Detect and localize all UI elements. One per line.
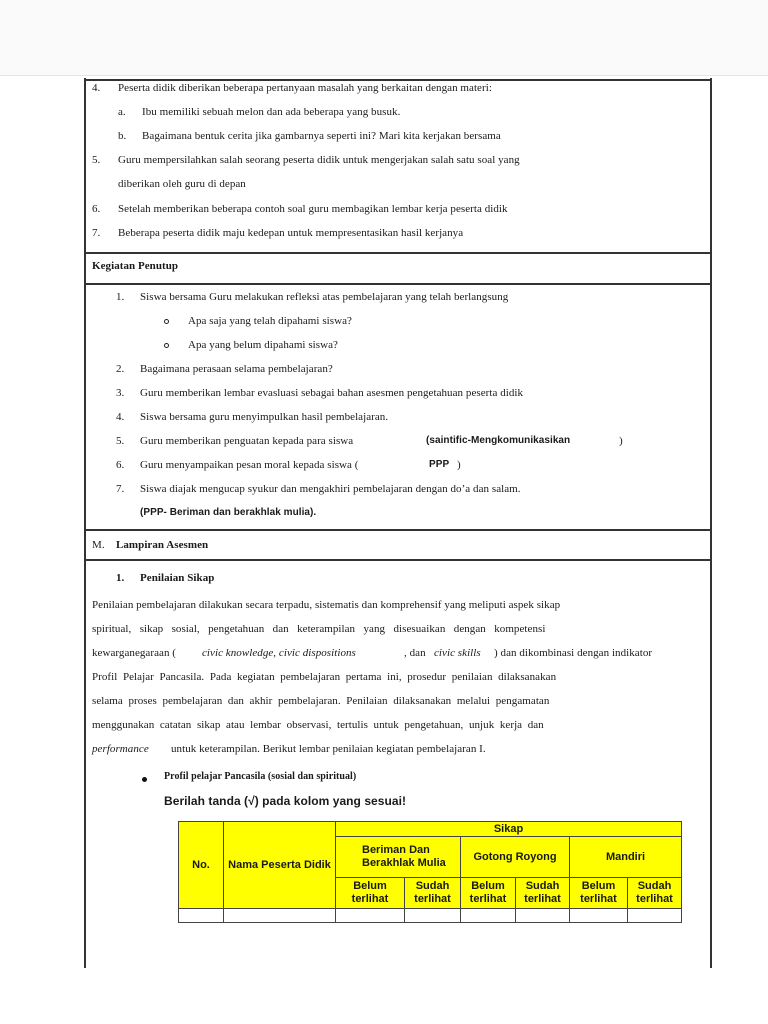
list-number: 4. [92, 82, 101, 94]
list-item: Bagaimana bentuk cerita jika gambarnya seperti ini? Mari kita kerjakan bersama [142, 130, 501, 142]
section-heading: Kegiatan Penutup [92, 260, 179, 272]
list-item: Beberapa peserta didik maju kedepan untuk mempresentasikan hasil kerjanya [118, 227, 464, 239]
paragraph-italic: performance [92, 743, 149, 755]
header-nama: Nama Peserta Didik [224, 822, 336, 909]
header-group-beriman: Beriman Dan Berakhlak Mulia [336, 837, 461, 878]
circle-bullet-icon [164, 343, 169, 348]
list-number: 7. [116, 483, 125, 495]
header-group-mandiri: Mandiri [570, 837, 682, 878]
list-item: Guru memberikan penguatan kepada para siswa [140, 435, 354, 447]
section-heading: Lampiran Asesmen [116, 539, 209, 551]
list-number: 6. [116, 459, 125, 471]
bullet-icon [142, 777, 147, 782]
circle-bullet-icon [164, 319, 169, 324]
list-letter: a. [118, 106, 126, 118]
header-sudah: Sudah terlihat [516, 878, 570, 909]
table-cell[interactable] [570, 909, 628, 923]
header-belum: Belum terlihat [336, 878, 405, 909]
list-number: 5. [116, 435, 125, 447]
page-border-left [84, 78, 86, 968]
list-item: Guru menyampaikan pesan moral kepada siswa ( [140, 459, 359, 471]
list-number: 4. [116, 411, 125, 423]
bullet-title: Profil pelajar Pancasila (sosial dan spiritual) [164, 771, 357, 782]
paragraph-line: menggunakan catatan sikap atau lembar observasi, tertulis untuk pengetahuan, unjuk kerja dan [92, 719, 544, 731]
assessment-table [178, 821, 682, 923]
list-item: Bagaimana perasaan selama pembelajaran? [140, 363, 333, 375]
section-letter: M. [92, 539, 105, 551]
list-item: Guru mempersilahkan salah seorang peserta didik untuk mengerjakan salah satu soal yang [118, 154, 520, 166]
paragraph-line: , dan [404, 647, 426, 659]
list-item: Siswa bersama guru menyimpulkan hasil pembelajaran. [140, 411, 389, 423]
header-sudah: Sudah terlihat [628, 878, 682, 909]
table-cell[interactable] [179, 909, 224, 923]
list-item: Peserta didik diberikan beberapa pertanyaan masalah yang berkaitan dengan materi: [118, 82, 492, 94]
saintific-close: ) [619, 435, 623, 447]
header-sudah: Sudah terlihat [405, 878, 461, 909]
table-cell[interactable] [336, 909, 405, 923]
subsection-number: 1. [116, 572, 125, 584]
list-item: Setelah memberikan beberapa contoh soal guru membagikan lembar kerja peserta didik [118, 203, 508, 215]
table-rule [84, 529, 712, 531]
list-number: 6. [92, 203, 101, 215]
list-number: 7. [92, 227, 101, 239]
ppp-note: PPP [429, 459, 450, 470]
saintific-note: (saintific-Mengkomunikasikan [426, 435, 571, 446]
header-belum: Belum terlihat [570, 878, 628, 909]
subsection-heading: Penilaian Sikap [140, 572, 215, 584]
page-border-right [710, 78, 712, 968]
list-number: 1. [116, 291, 125, 303]
list-letter: b. [118, 130, 127, 142]
paragraph-line: spiritual, sikap sosial, pengetahuan dan keterampilan yang disesuaikan dengan kompetensi [92, 623, 546, 635]
list-item: Apa yang belum dipahami siswa? [188, 339, 338, 351]
paragraph-italic: civic knowledge, civic dispositions [202, 647, 356, 659]
ppp-close: ) [457, 459, 461, 471]
header-sikap: Sikap [336, 822, 682, 837]
paragraph-line: Penilaian pembelajaran dilakukan secara terpadu, sistematis dan komprehensif yang meliputi aspek sikap [92, 599, 561, 611]
table-cell[interactable] [628, 909, 682, 923]
paragraph-italic: civic skills [434, 647, 481, 659]
list-number: 3. [116, 387, 125, 399]
table-cell[interactable] [516, 909, 570, 923]
paragraph-line: ) dan dikombinasi dengan indikator [494, 647, 653, 659]
list-number: 5. [92, 154, 101, 166]
paragraph-line: Profil Pelajar Pancasila. Pada kegiatan pembelajaran pertama ini, prosedur penilaian dilaksanakan [92, 671, 557, 683]
list-item: Ibu memiliki sebuah melon dan ada beberapa yang busuk. [142, 106, 401, 118]
viewer-toolbar [0, 0, 768, 76]
table-cell[interactable] [405, 909, 461, 923]
table-cell[interactable] [461, 909, 516, 923]
table-rule [84, 79, 712, 81]
table-rule [84, 283, 712, 285]
table-rule [84, 252, 712, 254]
list-item: Siswa diajak mengucap syukur dan mengakhiri pembelajaran dengan do’a dan salam. [140, 483, 521, 495]
list-item: Siswa bersama Guru melakukan refleksi atas pembelajaran yang telah berlangsung [140, 291, 509, 303]
document-page [84, 78, 712, 968]
list-item: Guru memberikan lembar evasluasi sebagai bahan asesmen pengetahuan peserta didik [140, 387, 524, 399]
paragraph-line: selama proses pembelajaran dan akhir pembelajaran. Penilaian dilaksanakan melalui pengamatan [92, 695, 550, 707]
instruction-text: Berilah tanda (√) pada kolom yang sesuai! [164, 794, 407, 808]
header-no: No. [179, 822, 224, 909]
paragraph-line: untuk keterampilan. Berikut lembar penilaian kegiatan pembelajaran I. [171, 743, 486, 755]
header-group-gotong-royong: Gotong Royong [461, 837, 570, 878]
table-rule [84, 559, 712, 561]
header-belum: Belum terlihat [461, 878, 516, 909]
ppp-profile-note: (PPP- Beriman dan berakhlak mulia). [140, 507, 317, 518]
paragraph-line: kewarganegaraan ( [92, 647, 177, 659]
list-item: Apa saja yang telah dipahami siswa? [188, 315, 352, 327]
list-number: 2. [116, 363, 125, 375]
list-item: diberikan oleh guru di depan [118, 178, 246, 190]
table-cell[interactable] [224, 909, 336, 923]
